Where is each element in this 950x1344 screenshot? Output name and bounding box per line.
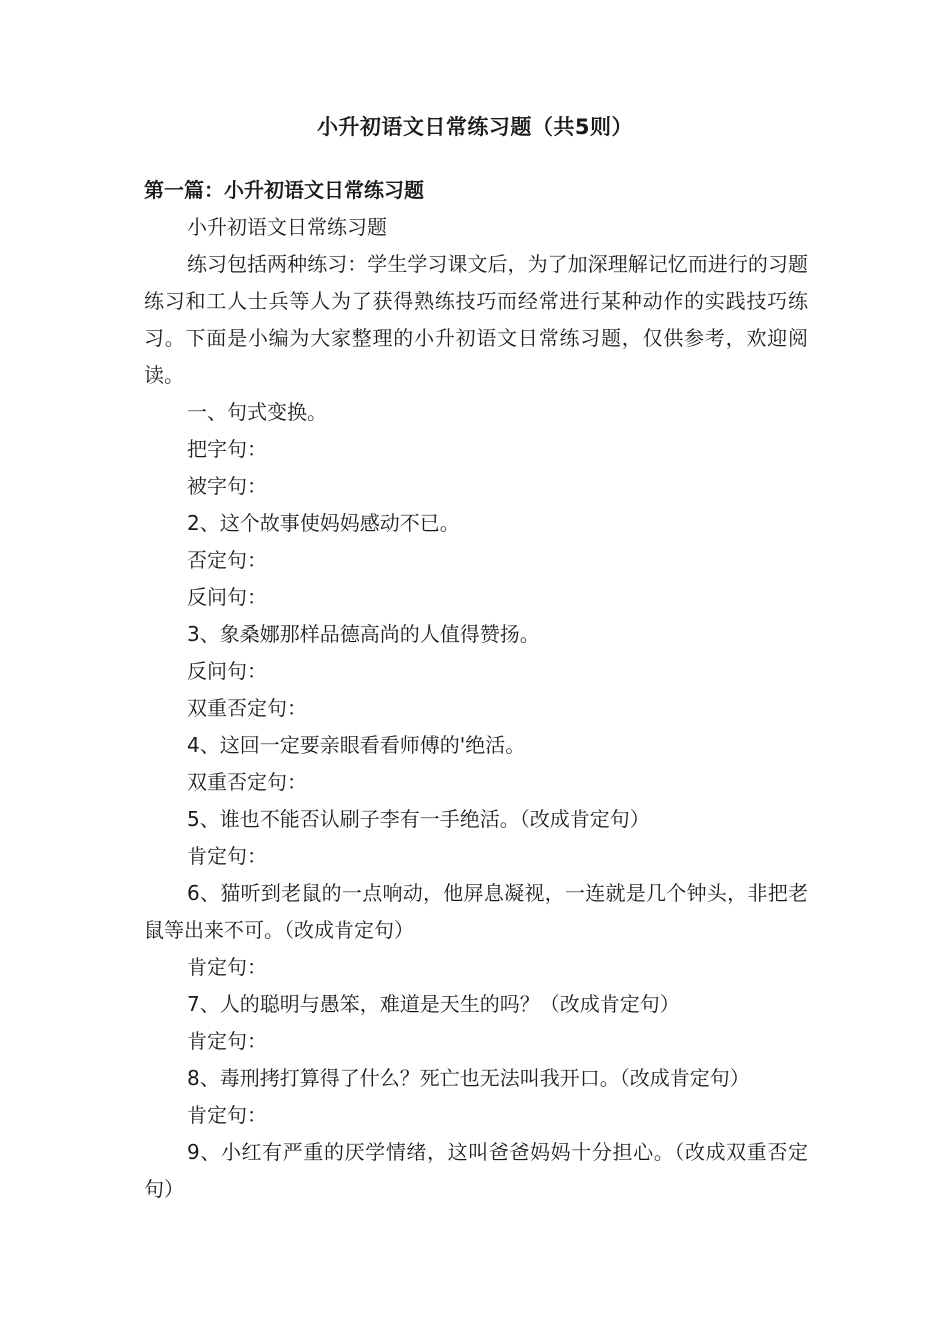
paragraph: 小升初语文日常练习题	[187, 215, 387, 239]
paragraph: 一、句式变换。	[187, 400, 327, 424]
paragraph: 把字句：	[187, 437, 267, 461]
section-heading: 第一篇：小升初语文日常练习题	[144, 178, 424, 202]
paragraph: 4、这回一定要亲眼看看师傅的'绝活。	[187, 733, 526, 757]
document-body	[144, 209, 808, 1208]
paragraph: 反问句：	[187, 585, 267, 609]
paragraph: 6、猫听到老鼠的一点响动，他屏息凝视，一连就是几个钟头，非把老鼠等出来不可。（改成肯定句）	[144, 881, 808, 942]
document-title: 小升初语文日常练习题（共5则）	[316, 115, 634, 139]
paragraph: 8、毒刑拷打算得了什么？死亡也无法叫我开口。（改成肯定句）	[187, 1066, 750, 1090]
paragraph: 9、小红有严重的厌学情绪，这叫爸爸妈妈十分担心。（改成双重否定句）	[144, 1140, 808, 1201]
paragraph: 5、谁也不能否认刷子李有一手绝活。（改成肯定句）	[187, 807, 650, 831]
paragraph: 3、象桑娜那样品德高尚的人值得赞扬。	[187, 622, 540, 646]
paragraph: 双重否定句：	[187, 770, 307, 794]
paragraph: 肯定句：	[187, 955, 267, 979]
paragraph: 肯定句：	[187, 844, 267, 868]
paragraph: 肯定句：	[187, 1103, 267, 1127]
paragraph: 7、人的聪明与愚笨，难道是天生的吗？（改成肯定句）	[187, 992, 680, 1016]
paragraph: 反问句：	[187, 659, 267, 683]
paragraph: 双重否定句：	[187, 696, 307, 720]
paragraph: 被字句：	[187, 474, 267, 498]
paragraph: 练习包括两种练习：学生学习课文后，为了加深理解记忆而进行的习题练习和工人士兵等人为了获得熟练技巧而经常进行某种动作的实践技巧练习。下面是小编为大家整理的小升初语文日常练习题，仅供参考，欢迎阅读。	[144, 252, 808, 387]
paragraph: 2、这个故事使妈妈感动不已。	[187, 511, 460, 535]
paragraph: 肯定句：	[187, 1029, 267, 1053]
paragraph: 否定句：	[187, 548, 267, 572]
